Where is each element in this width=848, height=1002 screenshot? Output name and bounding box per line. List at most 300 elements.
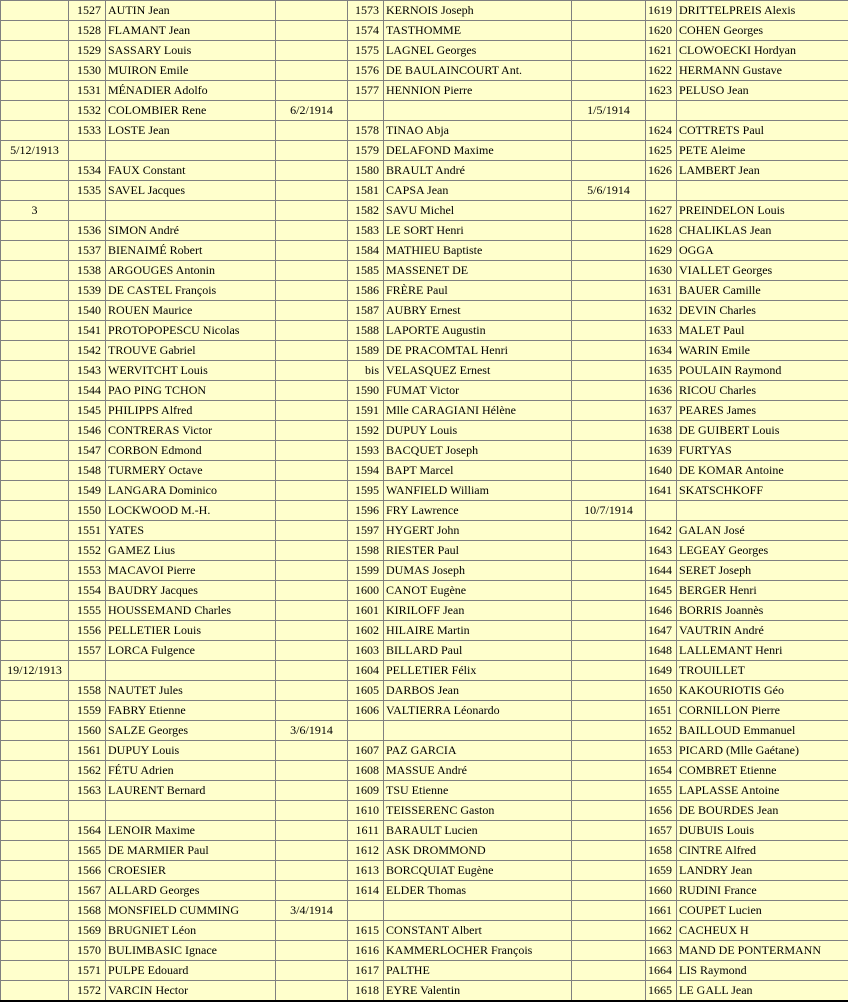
number-cell: 1570 — [69, 941, 106, 961]
number-cell: 1601 — [348, 601, 384, 621]
date-cell — [1, 541, 69, 561]
name-cell: ALLARD Georges — [106, 881, 276, 901]
table-row — [1, 541, 848, 561]
name-cell: NAUTET Jules — [106, 681, 276, 701]
number-cell — [69, 661, 106, 681]
date-cell — [1, 1, 69, 21]
number-cell: 1596 — [348, 501, 384, 521]
date-cell — [1, 761, 69, 781]
date-cell — [276, 161, 348, 181]
date-cell — [276, 61, 348, 81]
number-cell: 1619 — [646, 1, 677, 21]
name-cell: SAVEL Jacques — [106, 181, 276, 201]
number-cell: 1576 — [348, 61, 384, 81]
name-cell — [384, 901, 572, 921]
date-cell — [276, 561, 348, 581]
number-cell: 1590 — [348, 381, 384, 401]
date-cell — [276, 641, 348, 661]
number-cell: 1642 — [646, 521, 677, 541]
name-cell: FRÈRE Paul — [384, 281, 572, 301]
name-cell: LAPORTE Augustin — [384, 321, 572, 341]
number-cell — [69, 801, 106, 821]
number-cell: 1614 — [348, 881, 384, 901]
name-cell: MACAVOI Pierre — [106, 561, 276, 581]
number-cell: 1565 — [69, 841, 106, 861]
date-cell — [1, 941, 69, 961]
name-cell: VAUTRIN André — [677, 621, 848, 641]
number-cell: 1656 — [646, 801, 677, 821]
table-row — [1, 961, 848, 981]
number-cell: 1622 — [646, 61, 677, 81]
date-cell — [572, 201, 646, 221]
table-row — [1, 481, 848, 501]
date-cell — [572, 641, 646, 661]
name-cell: LE GALL Jean — [677, 981, 848, 1002]
name-cell: CHALIKLAS Jean — [677, 221, 848, 241]
table-row — [1, 301, 848, 321]
number-cell: 1639 — [646, 441, 677, 461]
table-row — [1, 921, 848, 941]
name-cell: FRY Lawrence — [384, 501, 572, 521]
number-cell — [348, 721, 384, 741]
date-cell — [1, 721, 69, 741]
number-cell: 1629 — [646, 241, 677, 261]
name-cell: ROUEN Maurice — [106, 301, 276, 321]
date-cell — [276, 761, 348, 781]
number-cell: 1651 — [646, 701, 677, 721]
name-cell: LORCA Fulgence — [106, 641, 276, 661]
number-cell: 1573 — [348, 1, 384, 21]
number-cell: 1553 — [69, 561, 106, 581]
date-cell: 3 — [1, 201, 69, 221]
name-cell: SKATSCHKOFF — [677, 481, 848, 501]
number-cell: 1598 — [348, 541, 384, 561]
date-cell — [276, 301, 348, 321]
register-body — [1, 1, 848, 1002]
number-cell: 1623 — [646, 81, 677, 101]
date-cell — [1, 801, 69, 821]
date-cell — [1, 241, 69, 261]
table-row — [1, 561, 848, 581]
date-cell — [1, 921, 69, 941]
date-cell — [572, 721, 646, 741]
table-row — [1, 141, 848, 161]
number-cell: 1535 — [69, 181, 106, 201]
table-row — [1, 381, 848, 401]
number-cell: 1649 — [646, 661, 677, 681]
number-cell: 1615 — [348, 921, 384, 941]
name-cell: KAMMERLOCHER François — [384, 941, 572, 961]
name-cell: CONTRERAS Victor — [106, 421, 276, 441]
number-cell: 1567 — [69, 881, 106, 901]
name-cell: PULPE Edouard — [106, 961, 276, 981]
name-cell: TURMERY Octave — [106, 461, 276, 481]
date-cell — [1, 641, 69, 661]
number-cell: 1564 — [69, 821, 106, 841]
name-cell: PROTOPOPESCU Nicolas — [106, 321, 276, 341]
table-row — [1, 441, 848, 461]
table-row — [1, 881, 848, 901]
name-cell: ASK DROMMOND — [384, 841, 572, 861]
name-cell: COUPET Lucien — [677, 901, 848, 921]
date-cell — [1, 21, 69, 41]
number-cell: 1595 — [348, 481, 384, 501]
date-cell — [572, 301, 646, 321]
name-cell: SASSARY Louis — [106, 41, 276, 61]
number-cell: 1591 — [348, 401, 384, 421]
name-cell: DE PRACOMTAL Henri — [384, 341, 572, 361]
table-row — [1, 661, 848, 681]
name-cell — [106, 201, 276, 221]
name-cell: WARIN Emile — [677, 341, 848, 361]
number-cell: 1624 — [646, 121, 677, 141]
name-cell: KERNOIS Joseph — [384, 1, 572, 21]
name-cell: RUDINI France — [677, 881, 848, 901]
table-row — [1, 201, 848, 221]
number-cell: 1641 — [646, 481, 677, 501]
number-cell: 1662 — [646, 921, 677, 941]
date-cell — [276, 881, 348, 901]
date-cell — [572, 61, 646, 81]
table-row — [1, 941, 848, 961]
date-cell — [1, 461, 69, 481]
name-cell: DE KOMAR Antoine — [677, 461, 848, 481]
number-cell: 1609 — [348, 781, 384, 801]
date-cell — [276, 21, 348, 41]
name-cell: POULAIN Raymond — [677, 361, 848, 381]
number-cell: 1646 — [646, 601, 677, 621]
number-cell: 1540 — [69, 301, 106, 321]
date-cell — [276, 681, 348, 701]
name-cell — [106, 661, 276, 681]
date-cell — [1, 681, 69, 701]
date-cell — [276, 141, 348, 161]
number-cell: 1659 — [646, 861, 677, 881]
table-row — [1, 41, 848, 61]
table-row — [1, 361, 848, 381]
date-cell — [572, 981, 646, 1002]
date-cell — [1, 341, 69, 361]
number-cell: 1552 — [69, 541, 106, 561]
number-cell — [348, 101, 384, 121]
name-cell: FURTYAS — [677, 441, 848, 461]
name-cell: FÉTU Adrien — [106, 761, 276, 781]
name-cell: ARGOUGES Antonin — [106, 261, 276, 281]
number-cell: 1608 — [348, 761, 384, 781]
date-cell — [572, 421, 646, 441]
number-cell: 1549 — [69, 481, 106, 501]
number-cell — [646, 101, 677, 121]
name-cell: SAVU Michel — [384, 201, 572, 221]
name-cell: TROUILLET — [677, 661, 848, 681]
date-cell — [572, 701, 646, 721]
date-cell — [572, 1, 646, 21]
number-cell: 1603 — [348, 641, 384, 661]
name-cell: LALLEMANT Henri — [677, 641, 848, 661]
number-cell: 1652 — [646, 721, 677, 741]
number-cell: 1645 — [646, 581, 677, 601]
name-cell: PHILIPPS Alfred — [106, 401, 276, 421]
name-cell: LENOIR Maxime — [106, 821, 276, 841]
date-cell: 5/12/1913 — [1, 141, 69, 161]
number-cell: 1648 — [646, 641, 677, 661]
number-cell: 1636 — [646, 381, 677, 401]
name-cell: COHEN Georges — [677, 21, 848, 41]
date-cell — [276, 281, 348, 301]
date-cell — [572, 581, 646, 601]
table-row — [1, 601, 848, 621]
name-cell: BAILLOUD Emmanuel — [677, 721, 848, 741]
date-cell — [1, 981, 69, 1002]
date-cell — [276, 481, 348, 501]
number-cell: 1551 — [69, 521, 106, 541]
date-cell — [1, 961, 69, 981]
table-row — [1, 321, 848, 341]
number-cell — [69, 141, 106, 161]
number-cell: 1637 — [646, 401, 677, 421]
number-cell: 1632 — [646, 301, 677, 321]
number-cell: 1627 — [646, 201, 677, 221]
date-cell — [1, 121, 69, 141]
date-cell: 6/2/1914 — [276, 101, 348, 121]
date-cell — [572, 281, 646, 301]
number-cell: 1546 — [69, 421, 106, 441]
date-cell — [276, 361, 348, 381]
number-cell: 1612 — [348, 841, 384, 861]
name-cell: BAUER Camille — [677, 281, 848, 301]
date-cell — [572, 821, 646, 841]
date-cell — [276, 1, 348, 21]
date-cell — [1, 401, 69, 421]
name-cell: BRUGNIET Léon — [106, 921, 276, 941]
name-cell: LE SORT Henri — [384, 221, 572, 241]
name-cell: EYRE Valentin — [384, 981, 572, 1002]
date-cell — [572, 921, 646, 941]
date-cell — [572, 341, 646, 361]
date-cell — [572, 121, 646, 141]
date-cell — [572, 681, 646, 701]
number-cell — [69, 201, 106, 221]
name-cell: BULIMBASIC Ignace — [106, 941, 276, 961]
table-row — [1, 981, 848, 1002]
date-cell — [276, 961, 348, 981]
name-cell: DUPUY Louis — [106, 741, 276, 761]
number-cell: 1599 — [348, 561, 384, 581]
number-cell: 1610 — [348, 801, 384, 821]
date-cell: 5/6/1914 — [572, 181, 646, 201]
name-cell: BAUDRY Jacques — [106, 581, 276, 601]
number-cell: 1548 — [69, 461, 106, 481]
name-cell: LIS Raymond — [677, 961, 848, 981]
number-cell: 1606 — [348, 701, 384, 721]
date-cell — [1, 861, 69, 881]
date-cell — [276, 261, 348, 281]
name-cell: MÉNADIER Adolfo — [106, 81, 276, 101]
name-cell: FAUX Constant — [106, 161, 276, 181]
name-cell: DUBUIS Louis — [677, 821, 848, 841]
number-cell: 1638 — [646, 421, 677, 441]
number-cell: 1617 — [348, 961, 384, 981]
number-cell: 1533 — [69, 121, 106, 141]
date-cell — [1, 841, 69, 861]
date-cell — [572, 161, 646, 181]
number-cell: 1631 — [646, 281, 677, 301]
name-cell: DE CASTEL François — [106, 281, 276, 301]
date-cell — [572, 361, 646, 381]
name-cell: MALET Paul — [677, 321, 848, 341]
date-cell — [1, 521, 69, 541]
table-row — [1, 701, 848, 721]
table-row — [1, 721, 848, 741]
name-cell: HILAIRE Martin — [384, 621, 572, 641]
date-cell — [572, 461, 646, 481]
table-row — [1, 821, 848, 841]
number-cell: 1555 — [69, 601, 106, 621]
number-cell: 1626 — [646, 161, 677, 181]
number-cell: 1558 — [69, 681, 106, 701]
number-cell: 1604 — [348, 661, 384, 681]
name-cell: SERET Joseph — [677, 561, 848, 581]
number-cell: 1577 — [348, 81, 384, 101]
name-cell: CAPSA Jean — [384, 181, 572, 201]
name-cell: TSU Etienne — [384, 781, 572, 801]
number-cell: 1594 — [348, 461, 384, 481]
name-cell: Mlle CARAGIANI Hélène — [384, 401, 572, 421]
name-cell: BILLARD Paul — [384, 641, 572, 661]
number-cell: 1539 — [69, 281, 106, 301]
name-cell: COLOMBIER Rene — [106, 101, 276, 121]
date-cell — [1, 101, 69, 121]
number-cell: 1658 — [646, 841, 677, 861]
table-row — [1, 1, 848, 21]
name-cell: LEGEAY Georges — [677, 541, 848, 561]
name-cell: DE GUIBERT Louis — [677, 421, 848, 441]
number-cell: 1543 — [69, 361, 106, 381]
number-cell: 1575 — [348, 41, 384, 61]
name-cell: PAZ GARCIA — [384, 741, 572, 761]
table-row — [1, 101, 848, 121]
name-cell: BACQUET Joseph — [384, 441, 572, 461]
number-cell: 1602 — [348, 621, 384, 641]
number-cell: 1665 — [646, 981, 677, 1002]
date-cell — [572, 381, 646, 401]
number-cell: 1657 — [646, 821, 677, 841]
name-cell: BERGER Henri — [677, 581, 848, 601]
name-cell: PEARES James — [677, 401, 848, 421]
date-cell — [572, 261, 646, 281]
name-cell: RIESTER Paul — [384, 541, 572, 561]
name-cell: PALTHE — [384, 961, 572, 981]
number-cell: 1541 — [69, 321, 106, 341]
name-cell: LANGARA Dominico — [106, 481, 276, 501]
name-cell: BORCQUIAT Eugène — [384, 861, 572, 881]
name-cell: CROESIER — [106, 861, 276, 881]
date-cell — [1, 741, 69, 761]
number-cell: 1534 — [69, 161, 106, 181]
date-cell — [1, 361, 69, 381]
date-cell — [572, 901, 646, 921]
name-cell: BORRIS Joannès — [677, 601, 848, 621]
name-cell: MASSENET DE — [384, 261, 572, 281]
number-cell: bis — [348, 361, 384, 381]
date-cell — [572, 881, 646, 901]
number-cell: 1536 — [69, 221, 106, 241]
date-cell — [1, 301, 69, 321]
name-cell: LAMBERT Jean — [677, 161, 848, 181]
date-cell — [1, 381, 69, 401]
name-cell: AUTIN Jean — [106, 1, 276, 21]
name-cell: MAND DE PONTERMANN — [677, 941, 848, 961]
number-cell: 1618 — [348, 981, 384, 1002]
name-cell: VELASQUEZ Ernest — [384, 361, 572, 381]
date-cell — [572, 801, 646, 821]
name-cell — [384, 101, 572, 121]
number-cell: 1650 — [646, 681, 677, 701]
number-cell: 1557 — [69, 641, 106, 661]
date-cell — [572, 601, 646, 621]
name-cell: LAURENT Bernard — [106, 781, 276, 801]
number-cell: 1578 — [348, 121, 384, 141]
name-cell: PELLETIER Félix — [384, 661, 572, 681]
number-cell: 1568 — [69, 901, 106, 921]
date-cell — [276, 701, 348, 721]
name-cell: MASSUE André — [384, 761, 572, 781]
number-cell: 1605 — [348, 681, 384, 701]
number-cell — [348, 901, 384, 921]
number-cell: 1661 — [646, 901, 677, 921]
name-cell: DE BOURDES Jean — [677, 801, 848, 821]
name-cell: CACHEUX H — [677, 921, 848, 941]
table-row — [1, 181, 848, 201]
name-cell: BAPT Marcel — [384, 461, 572, 481]
name-cell: PICARD (Mlle Gaétane) — [677, 741, 848, 761]
number-cell: 1572 — [69, 981, 106, 1002]
date-cell — [276, 741, 348, 761]
date-cell — [276, 861, 348, 881]
name-cell: PREINDELON Louis — [677, 201, 848, 221]
name-cell: COMBRET Etienne — [677, 761, 848, 781]
number-cell — [646, 501, 677, 521]
number-cell: 1655 — [646, 781, 677, 801]
name-cell: FABRY Etienne — [106, 701, 276, 721]
number-cell: 1592 — [348, 421, 384, 441]
table-row — [1, 241, 848, 261]
name-cell — [106, 801, 276, 821]
date-cell — [572, 401, 646, 421]
date-cell — [276, 781, 348, 801]
date-cell — [572, 741, 646, 761]
date-cell — [572, 41, 646, 61]
date-cell — [1, 881, 69, 901]
name-cell: BRAULT André — [384, 161, 572, 181]
name-cell: LOCKWOOD M.-H. — [106, 501, 276, 521]
number-cell: 1654 — [646, 761, 677, 781]
number-cell: 1560 — [69, 721, 106, 741]
date-cell — [1, 61, 69, 81]
number-cell: 1611 — [348, 821, 384, 841]
number-cell: 1607 — [348, 741, 384, 761]
name-cell: VARCIN Hector — [106, 981, 276, 1002]
date-cell — [276, 821, 348, 841]
name-cell: BIENAIMÉ Robert — [106, 241, 276, 261]
table-row — [1, 461, 848, 481]
number-cell: 1644 — [646, 561, 677, 581]
number-cell: 1597 — [348, 521, 384, 541]
date-cell — [1, 281, 69, 301]
name-cell: DE BAULAINCOURT Ant. — [384, 61, 572, 81]
number-cell: 1663 — [646, 941, 677, 961]
name-cell: PAO PING TCHON — [106, 381, 276, 401]
